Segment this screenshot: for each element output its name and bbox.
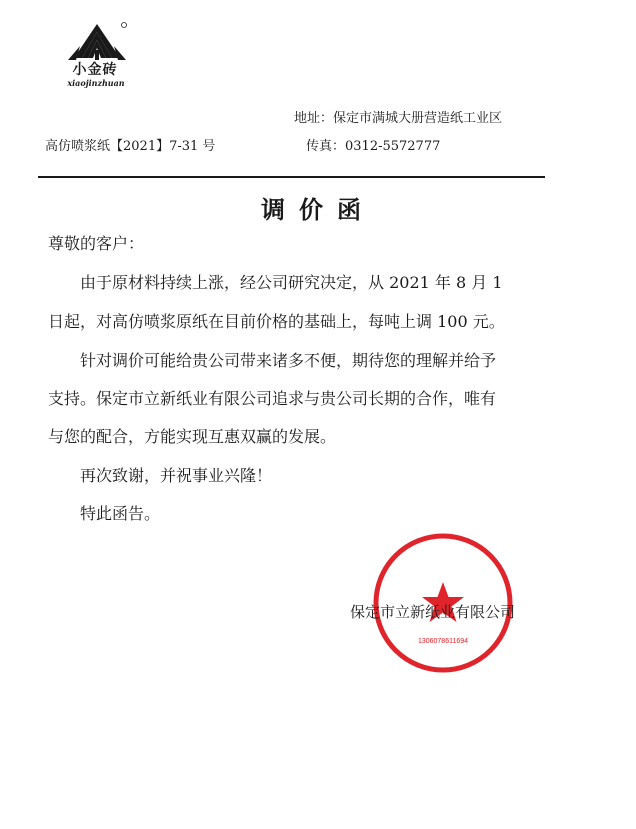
document-number: 高仿喷浆纸【2021】7-31 号 (45, 139, 216, 154)
company-address: 地址：保定市满城大册营造纸工业区 (294, 111, 503, 126)
letter-title: 调价函 (261, 195, 375, 224)
seal-number: 1306078611694 (417, 638, 469, 645)
header-divider (38, 176, 545, 178)
body-line: 针对调价可能给贵公司带来诸多不便，期待您的理解并给予 (80, 351, 497, 370)
closing-line: 特此函告。 (80, 504, 161, 523)
body-line: 与您的配合，方能实现互惠双赢的发展。 (48, 427, 337, 446)
logo-pinyin: xiaojinzhuan (67, 78, 125, 88)
signature-company: 保定市立新纸业有限公司 (350, 603, 516, 621)
fax-number: 传真：0312-5572777 (306, 139, 441, 154)
closing-line: 再次致谢，并祝事业兴隆！ (80, 466, 273, 485)
body-line: 日起，对高仿喷浆原纸在目前价格的基础上，每吨上调 100 元。 (48, 312, 505, 331)
body-line: 支持。保定市立新纸业有限公司追求与贵公司长期的合作，唯有 (48, 389, 497, 408)
body-line: 由于原材料持续上涨，经公司研究决定，从 2021 年 8 月 1 (80, 273, 503, 292)
logo-name: 小金砖 (72, 62, 118, 78)
greeting: 尊敬的客户： (48, 234, 145, 253)
